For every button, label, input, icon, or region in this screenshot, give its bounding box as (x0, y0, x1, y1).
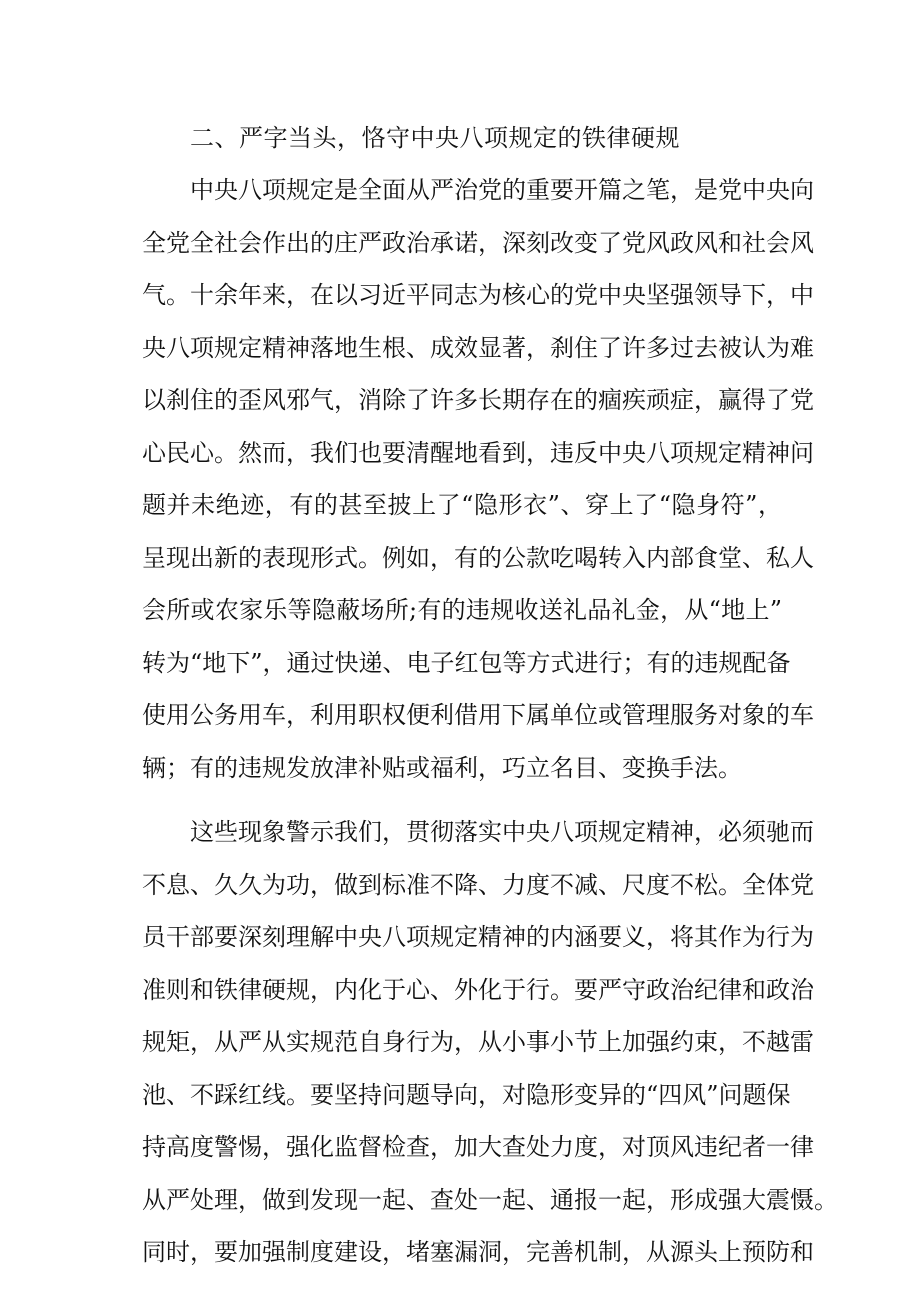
text-line: 不息、久久为功，做到标准不降、力度不减、尺度不松。全体党 (142, 870, 814, 899)
text-line: 规矩，从严从实规范自身行为，从小事小节上加强约束，不越雷 (142, 1028, 814, 1056)
text-line: 使用公务用车，利用职权便利借用下属单位或管理服务对象的车 (142, 701, 814, 729)
text-line: 会所或农家乐等隐蔽场所;有的违规收送礼品礼金，从“地上” (142, 596, 782, 624)
text-line: 辆；有的违规发放津补贴或福利，巧立名目、变换手法。 (142, 753, 742, 782)
text-line: 从严处理，做到发现一起、查处一起、通报一起，形成强大震慑。 (142, 1185, 838, 1214)
text-line: 同时，要加强制度建设，堵塞漏洞，完善机制，从源头上预防和 (142, 1238, 814, 1266)
paragraph-1 (142, 164, 814, 794)
text-line: 全党全社会作出的庄严政治承诺，深刻改变了党风政风和社会风 (142, 228, 814, 257)
text-line: 呈现出新的表现形式。例如，有的公款吃喝转入内部食堂、私人 (142, 543, 814, 572)
text-line: 心民心。然而，我们也要清醒地看到，违反中央八项规定精神问 (142, 438, 814, 467)
text-line: 气。十余年来，在以习近平同志为核心的党中央坚强领导下，中 (142, 281, 814, 309)
text-line: 员干部要深刻理解中央八项规定精神的内涵要义，将其作为行为 (142, 923, 814, 951)
text-line: 准则和铁律硬规，内化于心、外化于行。要严守政治纪律和政治 (142, 975, 814, 1004)
section-heading: 二、严字当头，恪守中央八项规定的铁律硬规 (190, 124, 680, 152)
text-line: 持高度警惕，强化监督检查，加大查处力度，对顶风违纪者一律 (142, 1133, 814, 1161)
text-line: 这些现象警示我们，贯彻落实中央八项规定精神，必须驰而 (190, 818, 814, 846)
text-line: 转为“地下”，通过快递、电子红包等方式进行；有的违规配备 (142, 648, 791, 677)
document-page (142, 112, 838, 1279)
paragraph-2 (142, 806, 838, 1279)
text-line: 央八项规定精神落地生根、成效显著，刹住了许多过去被认为难 (142, 333, 814, 362)
text-line: 池、不踩红线。要坚持问题导向，对隐形变异的“四风”问题保 (142, 1080, 791, 1109)
text-line: 题并未绝迹，有的甚至披上了“隐形衣”、穿上了“隐身符”， (142, 491, 782, 519)
text-line: 中央八项规定是全面从严治党的重要开篇之笔，是党中央向 (190, 176, 814, 204)
text-line: 以刹住的歪风邪气，消除了许多长期存在的痼疾顽症，赢得了党 (142, 386, 814, 414)
